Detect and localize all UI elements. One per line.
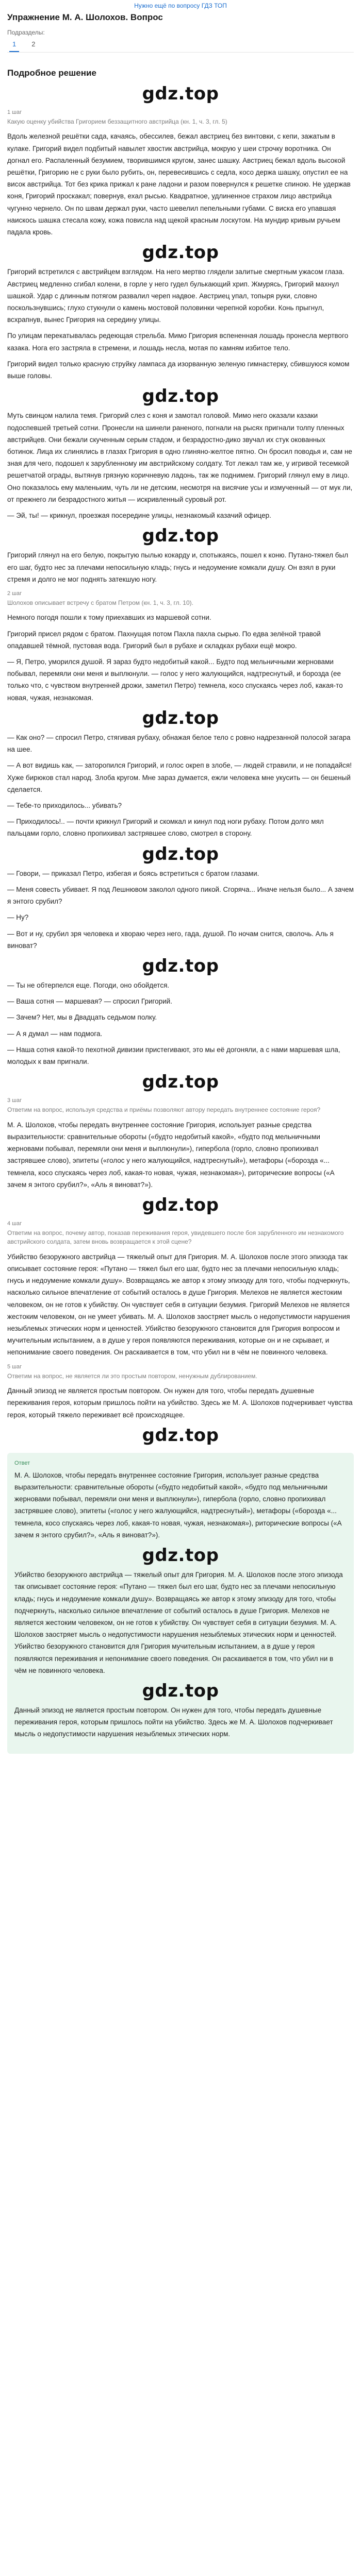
text-paragraph: Григорий глянул на его белую, покрытую пылью кокарду и, спотыкаясь, пошел к коню. Путано-тяжел был его шаг, будто нес за плечами непосильную кладь; гнусь и недоумение комкали душу. Он взял в руки стремя и долго не мог поднять затекшую ногу.	[7, 551, 349, 583]
answer-paragraph: М. А. Шолохов, чтобы передать внутреннее состояние Григория, использует разные средства выразительности: сравнительные обороты («будто недобитый какой», «будто под мельничными жерновами побывал, перемяли они меня и выплюнули»), гипербола (горло, словно пропихивал застрявшее слово), эпитеты («голос у него жалующийся, надтреснутый»), метафоры («борозда «... темнела, косо спускаясь через лоб, какая-то новая, чужая, незнакомая»), риторические вопросы («А зачем я энтого срубил?», «Аль я виноват?»).	[14, 1471, 342, 1539]
step-desc: Ответим на вопрос, используя средства и приёмы позволяют автору передать внутреннее состояние героя?	[7, 1106, 321, 1114]
text-paragraph: — Как оно? — спросил Петро, стягивая рубаху, обнажая белое тело с ровно надрезанной полосой загара на шее.	[7, 733, 351, 754]
watermark: gdz.top	[142, 955, 219, 976]
watermark: gdz.top	[142, 843, 219, 865]
tabs-divider	[7, 52, 354, 53]
step-label: 5 шаг	[7, 1363, 22, 1370]
text-paragraph: — А я думал — нам подмога.	[7, 1029, 103, 1038]
top-link[interactable]	[7, 0, 354, 9]
text-paragraph: — Вот и ну, срубил зря человека и хвораю через него, гада, душой. По ночам снится, сволочь. Аль я виноват?	[7, 929, 334, 950]
watermark: gdz.top	[142, 1681, 219, 1702]
text-paragraph: М. А. Шолохов, чтобы передать внутреннее состояние Григория, использует разные средства выразительности: сравнительные обороты («будто недобитый какой», «будто под мельничными жерновами побывал, перемяли они меня и выплюнули»), гипербола (горло, словно пропихивал застрявшее слово), эпитеты («голос у него жалующийся, надтреснутый»), метафоры («борозда «... темнела, косо спускаясь через лоб, какая-то новая, чужая, незнакомая»), риторические вопросы («А зачем я энтого срубил?», «Аль я виноват?»).	[7, 1121, 335, 1189]
text-paragraph: — Ты не обтерпелся еще. Погоди, оно обойдется.	[7, 981, 170, 989]
step-desc: Ответим на вопрос, не является ли это простым повтором, ненужным дублированием.	[7, 1372, 257, 1380]
tab-2[interactable]: 2	[31, 40, 36, 48]
text-paragraph: Григорий встретился с австрийцем взглядом. На него мертво глядели залитые смертным ужасом глаза. Австриец медленно сгибал колени, в горле у него гудел булькающий хрип. Жмурясь, Григорий махнул шашкой. Удар с длинным потягом развалил череп надвое. Австриец упал, топыря руки, словно поскользнувшись; глухо стукнули о камень мостовой половинки черепной коробки. Конь прыгнул, всхрапнув, вынес Григория на середину улицы.	[7, 268, 344, 324]
text-paragraph: — Приходилось!.. — почти крикнул Григорий и скомкал и кинул под ноги рубаху. Потом долго мял пальцами горло, словно пропихивал застрявшее слово, смотрел в сторону.	[7, 818, 324, 838]
step-label: 3 шаг	[7, 1097, 22, 1104]
text-paragraph: Немного погодя пошли к тому приехавших из маршевой сотни.	[7, 614, 211, 622]
text-paragraph: — Эй, ты! — крикнул, проезжая посередине улицы, незнакомый казачий офицер.	[7, 512, 271, 520]
text-paragraph: Муть свинцом налила темя. Григорий слез с коня и замотал головой. Мимо него оказали казаки подоспевшей третьей сотни. Пронесли на шинели раненого, погнали на рысях пригнали толпу пленных австрийцев. Они бежали скученным серым стадом, и безрадостно-дико звучал их стук окованных ботинок. Лица их слинялись в глазах Григория в одно глиняно-желтое пятно. Он бросил поводья и, сам не зная для чего, подошел к зарубленному им австрийскому солдату. Тот лежал там же, у игривой тесемкой решетчатой ограды, вытянув грязную коричневую ладонь, так же поднимем. Григорий глянул ему в лицо. Оно показалось ему маленьким, чуть ли не детским, несмотря на висячие усы и измученный — от мук ли, от прежнего ли безрадостного житья — искривленный суровый рот.	[7, 412, 353, 503]
subsection-tabs	[7, 39, 354, 52]
step-label: 1 шаг	[7, 109, 22, 115]
text-paragraph: Григорий присел рядом с братом. Пахнущая потом Пахла пахла сырью. По едва зелёной травой опадавшей тёмной, пустовая вода. Григорий был в рубахе и складках рубахи ещё мокро.	[7, 630, 321, 650]
text-paragraph: Григорий видел только красную струйку лампаса да изорванную зеленую гимнастерку, сбившуюся комом выше головы.	[7, 360, 350, 380]
watermark: gdz.top	[142, 386, 219, 407]
text-paragraph: — Зачем? Нет, мы в Двадцать седьмом полку.	[7, 1013, 157, 1022]
text-paragraph: — Меня совесть убивает. Я под Лешнювом заколол одного пикой. Сгоряча... Иначе нельзя было... А зачем я энтого срубил?	[7, 885, 354, 906]
watermark: gdz.top	[142, 1072, 219, 1093]
step-label: 2 шаг	[7, 590, 22, 597]
step-desc: Какую оценку убийства Григорием беззащитного австрийца (кн. 1, ч. 3, гл. 5)	[7, 118, 227, 125]
watermark: gdz.top	[142, 242, 219, 263]
watermark: gdz.top	[142, 526, 219, 547]
watermark: gdz.top	[142, 707, 219, 728]
page-title: Упражнение М. А. Шолохов. Вопрос	[7, 12, 163, 22]
solution-title: Подробное решение	[7, 68, 96, 78]
top-link-text[interactable]: Нужно ещё по вопросу ГДЗ ТОП	[134, 2, 227, 9]
text-paragraph: Убийство безоружного австрийца — тяжелый опыт для Григория. М. А. Шолохов после этого эпизода так описывает состояние героя: «Путано — тяжел был его шаг, будто нес за плечами непосильную кладь; гнусь и недоумение комкали душу». Возвращаясь же автор к этому эпизоду для того, чтобы подчеркнуть, насколько сильное впечатление от событий осталось в душе Григория. Мелехов не является жестоким человеком, он не готов к убийству. Он чувствует себя в ситуации безумия. Григорий Мелехов не является жестоким человеком, он не умеет убивать. М. А. Шолохов заостряет мысль о недопустимости нарушения незыблемых этических норм и ценностей. Убийство безоружного становится для Григория вопросом и мучительным испытанием, а в душе у героя появляются переживания, которые он и не скрывает, и непонимание своего поведения. Он раскаивается в том, что убил ни в чём не повинного человека.	[7, 1252, 350, 1357]
step-label: 4 шаг	[7, 1220, 22, 1227]
watermark: gdz.top	[142, 1545, 219, 1566]
watermark: gdz.top	[142, 1425, 219, 1446]
text-paragraph: — Тебе-то приходилось... убивать?	[7, 801, 122, 809]
text-paragraph: — Наша сотня какой-то пехотной дивизии пристегивают, это мы её догоняли, а с нами маршевая шла, молодых к вам пригнали.	[7, 1045, 340, 1066]
watermark: gdz.top	[142, 83, 219, 104]
answer-box	[7, 1453, 354, 1754]
answer-paragraph: Данный эпизод не является простым повтором. Он нужен для того, чтобы передать душевные переживания героя, которым пришлось пойти на убийство. Здесь же М. А. Шолохов подчеркивает мысль о недопустимости нарушения незыблемых этических норм.	[14, 1706, 333, 1738]
text-paragraph: Вдоль железной решётки сада, качаясь, обессилев, бежал австриец без винтовки, с кепи, зажатым в кулаке. Григорий видел подбитый навылет хвостик австрийца, мокрую у шеи строчку воротника. Он догнал его. Распаленный безумием, творившимся кругом, занес шашку. Австриец бежал вдоль высокой решётки, Григорию не с руки было рубить, он, перевесившись с седла, косо держа шашку, опустил ее на висок австрийца. Тот без крика прижал к ране ладони и разом повернулся к решетке спиною. Не удержав коня, Григорий проскакал; повернув, ехал рысью. Квадратное, удлиненное страхом лицо австрийца чугунно чернело. Он по швам держал руки, часто шевелил пепельными губами. С виска его упавшая наискось шашка стесала кожу, кожа повисла над щекой красным лоскутом. На мундир кривым ручьем падала кровь.	[7, 132, 351, 236]
subsections-label: Подразделы:	[7, 29, 45, 36]
text-paragraph: — Я, Петро, уморился душой. Я зараз будто недобитый какой... Будто под мельничными жерновами побывал, перемяли они меня и выплюнули. — голос у него жалующийся, надтреснутый, и борозда (ее только что, с чувством внутренней дрожи, заметил Петро) темнела, косо спускаясь через лоб, какая-то новая, чужая, незнакомая.	[7, 658, 343, 702]
text-paragraph: — Ваша сотня — маршевая? — спросил Григорий.	[7, 997, 172, 1006]
watermark: gdz.top	[142, 1194, 219, 1215]
tab-1[interactable]: 1	[9, 39, 19, 52]
answer-paragraph: Убийство безоружного австрийца — тяжелый опыт для Григория. М. А. Шолохов после этого эпизода так описывает состояние героя: «Путано — тяжел был его шаг, будто нес за плечами непосильную кладь; гнусь и недоумение комкали душу». Возвращаясь же автор к этому эпизоду для того, чтобы подчеркнуть, насколько сильное впечатление от событий осталось в душе Григория. Мелехов не является жестоким человеком, он не готов к убийству. Он чувствует себя в ситуации безумия. М. А. Шолохов заостряет мысль о недопустимости нарушения незыблемых этических норм и ценностей. Убийство безоружного становится для Григория мучительным испытанием, а в душе у героя появляются переживания и непонимание своего поведения. Он раскаивается в том, что убил ни в чём не повинного человека.	[14, 1571, 343, 1674]
text-paragraph: — А вот видишь как, — заторопился Григорий, и голос окреп в злобе, — людей стравили, и не попадайся! Хуже бирюков стал народ. Злоба кругом. Мне зараз думается, ежли человека мне укусить — он бешеный сделается.	[7, 761, 352, 793]
step-desc: Шолохов описывает встречу с братом Петром (кн. 1, ч. 3, гл. 10).	[7, 599, 193, 606]
text-paragraph: — Ну?	[7, 913, 29, 922]
answer-tag: Ответ	[14, 1460, 30, 1466]
text-paragraph: — Говори, — приказал Петро, избегая и боясь встретиться с братом глазами.	[7, 869, 259, 877]
text-paragraph: Данный эпизод не является простым повтором. Он нужен для того, чтобы передать душевные переживания героя, которым пришлось пойти на убийство. Здесь же М. А. Шолохов подчеркивает чувства героя, который тяжело переживает всё происходящее.	[7, 1387, 353, 1419]
text-paragraph: По улицам перекатывалась редеющая стрельба. Мимо Григория вспененная лошадь пронесла мертвого казака. Нога его застряла в стремени, и лошадь несла, мотая по камням избитое тело.	[7, 332, 349, 352]
step-desc: Ответим на вопрос, почему автор, показав переживания героя, увидевшего после боя зарубленного им незнакомого австрийского солдата, затем вновь возвращается к этой сцене?	[7, 1229, 344, 1246]
